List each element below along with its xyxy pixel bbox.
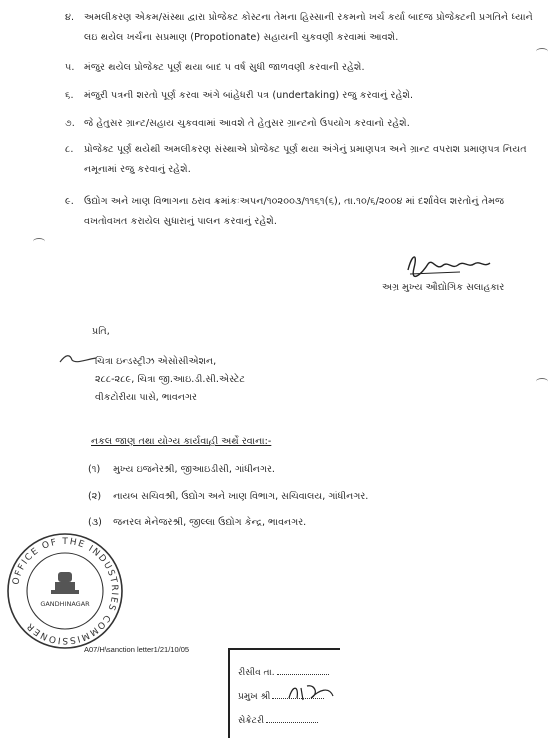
punch-hole-mark <box>536 378 548 385</box>
svg-text:OFFICE OF THE INDUSTRIES COMMI: OFFICE OF THE INDUSTRIES COMMISSIONER <box>11 536 120 646</box>
condition-text: પ્રોજેક્ટ પૂર્ણ થયેથી અમલીકરણ સંસ્થાએ પ્રોજેક્ટ પૂર્ણ થયા અંગેનું પ્રમાણપત્ર અને ગ્રાન્ટ વપરાશ પ્રમાણપત્ર નિયત નમૂનામાં રજુ કરવાનું રહેશે. <box>84 144 527 175</box>
copy-item <box>88 517 306 528</box>
copy-item-text: મુખ્ય ઇજનેરશ્રી, જીઆઇડીસી, ગાંધીનગર. <box>113 464 275 475</box>
condition-item <box>65 192 535 232</box>
condition-text: જે હેતુસર ગ્રાન્ટ/સહાય ચુકવવામાં આવશે તે હેતુસર ગ્રાન્ટનો ઉપયોગ કરવાનો રહેશે. <box>84 118 410 129</box>
recipient-salutation: પ્રતિ, <box>92 326 110 337</box>
copy-to-heading: નકલ જાણ તથા યોગ્ય કાર્યવાહી અર્થે રવાના:- <box>91 436 272 447</box>
office-seal <box>4 530 126 652</box>
handwritten-tick-mark <box>58 352 98 366</box>
stamp-row <box>238 668 329 678</box>
condition-number: ૪. <box>65 12 75 23</box>
address-line: વીકટોરીયા પાસે, ભાવનગર <box>95 392 197 403</box>
copy-item-text: નાયબ સચિવશ્રી, ઉદ્યોગ અને ખાણ વિભાગ, સચિવાલય, ગાંધીનગર. <box>113 491 369 502</box>
stamp-row-label: પ્રમુખ શ્રી <box>238 692 271 702</box>
signature-scribble <box>400 248 500 280</box>
stamp-row-label: સેક્રેટરી <box>238 716 265 726</box>
copy-item-number: (૩) <box>88 517 102 528</box>
stamp-row <box>238 716 318 726</box>
copy-item <box>88 491 368 502</box>
condition-text: મંજુરી પત્રની શરતો પૂર્ણ કરવા અંગે બાંહેધરી પત્ર (undertaking) રજુ કરવાનું રહેશે. <box>84 90 414 101</box>
punch-hole-mark <box>33 238 45 245</box>
condition-item <box>65 58 535 78</box>
condition-text: અમલીકરણ એકમ/સંસ્થા દ્વારા પ્રોજેક્ટ કોસ્ટના તેમના હિસ્સાની રકમનો ખર્ચ કર્યા બાદજ પ્રોજેક્ટની પ્રગતિને ધ્યાને લઇ થયેલ ખર્ચના સપ્રમાણ (Propotionate) સહાયની ચુકવણી કરવામાં આવશે. <box>84 12 533 43</box>
copy-item-text: જનરલ મેનેજરશ્રી, જીલ્લા ઉદ્યોગ કેન્દ્ર, ભાવનગર. <box>113 517 307 528</box>
address-line: ૨૮૮-૨૮૯, ચિત્રા જી.આઇ.ડી.સી.એસ્ટેટ <box>95 374 245 385</box>
condition-number: ૯. <box>65 196 74 207</box>
recipient-address <box>95 353 245 407</box>
condition-number: ૭. <box>65 118 75 129</box>
condition-item <box>65 86 535 106</box>
signatory-title: અગ્ર મુખ્ય ઔદ્યોગિક સલાહકાર <box>382 282 505 293</box>
condition-text: મંજુર થયેલ પ્રોજેક્ટ પૂર્ણ થયા બાદ ૫ વર્ષ સુધી જાળવણી કરવાની રહેશે. <box>84 62 365 73</box>
condition-item <box>65 140 535 180</box>
file-reference: A07/H\sanction letter1/21/10/05 <box>84 645 190 654</box>
condition-item <box>65 8 535 48</box>
copy-item-number: (૨) <box>88 491 102 502</box>
address-line: ચિત્રા ઇન્ડસ્ટ્રીઝ એસોસીએશન, <box>95 356 217 367</box>
copy-item-number: (૧) <box>88 464 101 475</box>
condition-number: ૮. <box>65 144 74 155</box>
inward-stamp <box>228 648 340 738</box>
stamp-initials-scribble <box>285 680 337 706</box>
condition-number: ૬. <box>65 90 74 101</box>
punch-hole-mark <box>536 48 548 55</box>
condition-text: ઉદ્યોગ અને ખાણ વિભાગના ઠરાવ ક્રમાંકઃઅપન/૧૦૨૦૦૩/૧૧૬૧(૬), તા.૧૦/૬/૨૦૦૪ માં દર્શાવેલ શરતોનું તેમજ વખતોવખત કરાયેલ સુધારાનું પાલન કરવાનું રહેશે. <box>84 196 505 227</box>
copy-item <box>88 464 275 475</box>
condition-number: ૫. <box>65 62 75 73</box>
condition-item <box>65 114 535 134</box>
stamp-row-label: રીસીવ તા. <box>238 668 275 678</box>
svg-text:GANDHINAGAR: GANDHINAGAR <box>40 600 90 608</box>
